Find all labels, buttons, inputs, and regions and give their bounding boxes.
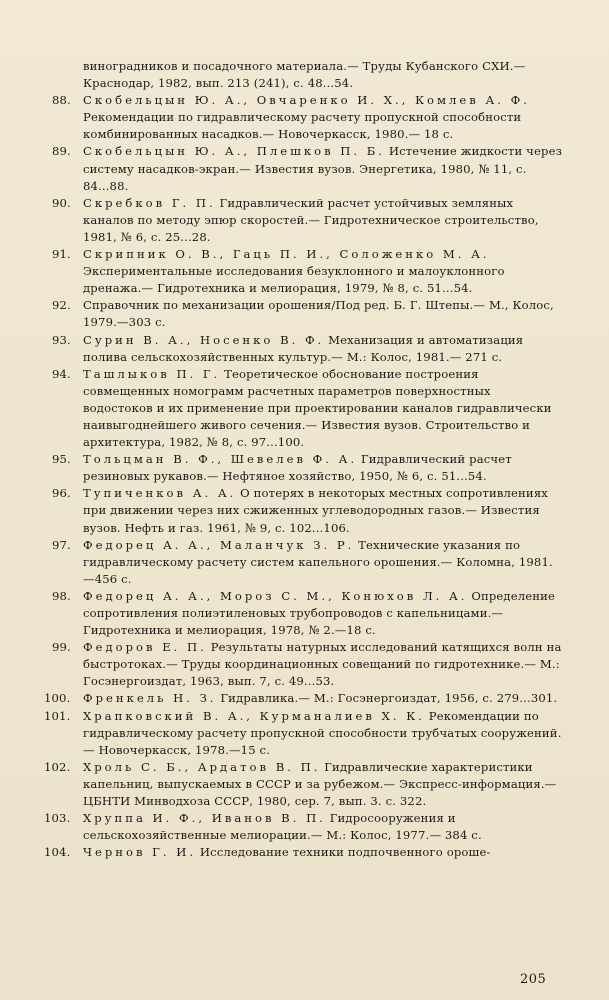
entry-number: 94. xyxy=(52,366,71,381)
entry-text: Гидравлика.— М.: Госэнергоиздат, 1956, с. 279...301. xyxy=(220,691,558,706)
entry-author: Храпковский В. А., Курманалиев Х. К. xyxy=(83,708,425,723)
entry-number: 103. xyxy=(44,811,71,826)
entry-author: Скобельцын Ю. А., Овчаренко И. Х., Комлев А. Ф. xyxy=(83,93,530,108)
entry-text: Справочник по механизации орошения/Под ред. Б. Г. Штепы.— М., Колос, 1979.—303 с. xyxy=(83,298,554,330)
entry-number: 100. xyxy=(44,691,71,706)
bibliography-entry xyxy=(36,451,564,485)
page-number: 205 xyxy=(520,972,547,987)
entry-author: Тольцман В. Ф., Шевелев Ф. А. xyxy=(83,452,358,467)
bibliography-entry xyxy=(36,485,564,536)
continued-entry: виноградников и посадочного материала.— Труды Кубанского СХИ.— Краснодар, 1982, вып. 213 (241), с. 48...54. xyxy=(83,59,526,91)
entry-author: Федорец А. А., Мороз С. М., Конюхов Л. А. xyxy=(83,588,468,603)
entry-author: Скобельцын Ю. А., Плешков П. Б. xyxy=(83,144,385,159)
bibliography-entry xyxy=(36,639,564,690)
entry-number: 99. xyxy=(52,640,71,655)
entry-number: 93. xyxy=(52,332,71,347)
entry-text: Гидросооружения и сельскохозяйственные мелиорации.— М.: Колос, 1977.— 384 с. xyxy=(83,811,482,843)
bibliography-entry xyxy=(36,92,564,143)
bibliography-entry xyxy=(36,143,564,194)
bibliography-entry xyxy=(36,690,564,707)
bibliography-entry xyxy=(36,810,564,844)
entry-text: Гидравлический расчет устойчивых земляных каналов по методу эпюр скоростей.— Гидротехническое строительство, 1981, № 6, с. 25...28. xyxy=(83,195,539,244)
bibliography-entry xyxy=(36,588,564,639)
entry-author: Френкель Н. З. xyxy=(83,691,217,706)
entry-text: Гидравлические характеристики капельниц, выпускаемых в СССР и за рубежом.— Экспресс-информация.— ЦБНТИ Минводхоза СССР, 1980, сер. 7, вып. 3. с. 322. xyxy=(83,759,557,809)
entry-text: Определение сопротивления полиэтиленовых трубопроводов с капельницами.— Гидротехника и мелиорация, 1978, № 2.—18 с. xyxy=(83,588,556,638)
bibliography-entry xyxy=(36,759,564,810)
entry-author: Хроль С. Б., Ардатов В. П. xyxy=(83,759,321,774)
entry-number: 97. xyxy=(52,537,71,552)
entry-number: 92. xyxy=(52,298,71,313)
entry-author: Ташлыков П. Г. xyxy=(83,366,221,381)
entry-number: 90. xyxy=(52,195,71,210)
entry-number: 98. xyxy=(52,588,71,603)
entry-author: Федоров Е. П. xyxy=(83,640,207,655)
entry-text: О потерях в некоторых местных сопротивлениях при движении через них сжиженных углеводородных газов.— Известия вузов. Нефть и газ. 1961, № 9, с. 102...106. xyxy=(83,486,548,535)
bibliography-entry xyxy=(36,297,564,331)
entry-author: Федорец А. А., Маланчук З. Р. xyxy=(83,537,355,552)
bibliography-entry xyxy=(36,246,564,297)
entry-author: Скребков Г. П. xyxy=(83,195,216,210)
entry-number: 91. xyxy=(52,247,71,262)
entry-number: 102. xyxy=(44,759,71,774)
entry-number: 101. xyxy=(44,708,71,723)
entry-author: Хруппа И. Ф., Иванов В. П. xyxy=(83,811,326,826)
entry-text: Гидравлический расчет резиновых рукавов.— Нефтяное хозяйство, 1950, № 6, с. 51...54. xyxy=(83,452,512,484)
bibliography-entry xyxy=(36,537,564,588)
entry-text: Механизация и автоматизация полива сельскохозяйственных культур.— М.: Колос, 1981.— 271 с. xyxy=(83,332,524,364)
entry-number: 88. xyxy=(52,93,71,108)
entry-text: Экспериментальные исследования безуклонного и малоуклонного дренажа.— Гидротехника и мелиорация, 1979, № 8, с. 51...54. xyxy=(83,264,505,296)
entry-author: Скрипник О. В., Гаць П. И., Соложенко М. А. xyxy=(83,247,490,262)
bibliography-entry xyxy=(36,366,564,451)
bibliography-entry xyxy=(36,195,564,246)
bibliography-list xyxy=(36,58,564,861)
entry-number: 95. xyxy=(52,452,71,467)
entry-number: 89. xyxy=(52,144,71,159)
entry-number: 96. xyxy=(52,486,71,501)
entries-container xyxy=(36,92,564,861)
entry-author: Тупиченков А. А. xyxy=(83,486,237,501)
entry-text: Технические указания по гидравлическому расчету систем капельного орошения.— Коломна, 1981.—456 с. xyxy=(83,537,553,586)
entry-text: Истечение жидкости через систему насадков-экран.— Известия вузов. Энергетика, 1980, № 11, с. 84...88. xyxy=(83,144,563,193)
entry-text: Рекомендации по гидравлическому расчету пропускной способности комбинированных насадков.— Новочеркасск, 1980.— 18 с. xyxy=(83,110,522,142)
entry-number: 104. xyxy=(44,845,71,860)
entry-text: Теоретическое обоснование построения совмещенных номограмм расчетных параметров поверхностных водостоков и их применение при проектировании каналов гидравлически наивыгоднейшего живого сечения.— Известия вузов. Строительство и архитектура, 1982, № 8, с. 97...100. xyxy=(83,366,552,450)
entry-text: Результаты натурных исследований катящихся волн на быстротоках.— Труды координационных совещаний по гидротехнике.— М.: Госэнергоиздат, 1963, вып. 7, с. 49...53. xyxy=(83,640,562,689)
entry-text: Исследование техники подпочвенного ороше- xyxy=(199,845,491,860)
entry-author: Чернов Г. И. xyxy=(83,845,197,860)
entry-text: Рекомендации по гидравлическому расчету пропускной способности трубчатых сооружений.— Новочеркасск, 1978.—15 с. xyxy=(83,708,562,757)
bibliography-entry xyxy=(36,708,564,759)
bibliography-entry xyxy=(36,332,564,366)
entry-author: Сурин В. А., Носенко В. Ф. xyxy=(83,332,325,347)
bibliography-entry xyxy=(36,844,564,861)
